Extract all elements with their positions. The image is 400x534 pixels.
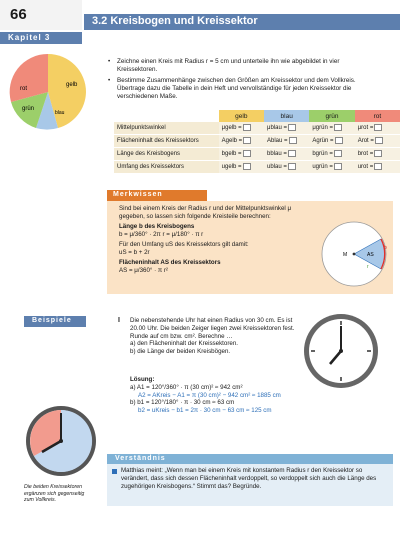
table-row — [114, 122, 400, 135]
beispiele-heading-bar — [24, 316, 86, 327]
page-number-box — [0, 0, 82, 30]
arc-label: b — [384, 245, 387, 251]
center-label: M — [343, 252, 348, 258]
merkwissen-heading-bar — [107, 190, 207, 201]
wall-clock-icon — [302, 312, 380, 390]
pie-label-gelb: gelb — [66, 82, 78, 88]
cell-value: Agelb = — [221, 138, 243, 145]
table-header-gruen: grün — [309, 110, 354, 122]
solution-line: b2 = uKreis − b1 = 2π · 30 cm − 63 cm ≈ 125 cm — [138, 407, 272, 415]
merkwissen-box — [107, 201, 393, 294]
page-number: 66 — [10, 6, 27, 23]
row-label: Länge des Kreisbogens — [114, 148, 219, 161]
row-label: Mittelpunktswinkel — [114, 122, 219, 135]
cell-value: ublau = — [267, 164, 287, 171]
pie-label-blau: blau — [55, 110, 65, 116]
table-header-rot: rot — [355, 110, 400, 122]
figure-caption: Die beiden Kreissektoren ergänzen sich gegenseitig zum Vollkreis. — [24, 484, 85, 503]
verstaendnis-box — [107, 464, 393, 506]
page-header — [0, 0, 400, 30]
section-title-bar — [84, 14, 400, 30]
merkwissen-intro: Sind bei einem Kreis der Radius r und der Mittelpunktswinkel μ gegeben, so lassen sich folgende Kreisteile berechnen: — [119, 205, 292, 220]
blank-box-icon — [289, 137, 297, 144]
radius-label: r — [367, 264, 369, 270]
chapter-label: Kapitel 3 — [8, 33, 51, 42]
blank-box-icon — [288, 150, 296, 157]
solution-line: A2 = AKreis − A1 = π (30 cm)² − 942 cm² ≈ 1885 cm — [138, 391, 281, 399]
example-text-block — [130, 317, 300, 356]
cell-value: μgrün = — [312, 125, 333, 132]
table-row — [114, 148, 400, 161]
solution-line: b) b1 = 120°/180° · π · 30 cm ≈ 63 cm — [130, 399, 235, 407]
cell-value: brot = — [357, 151, 374, 158]
sector-pie-svg — [8, 48, 88, 133]
flaeche-title: Flächeninhalt AS des Kreissektors — [119, 259, 221, 266]
cell-value: ugelb = — [221, 164, 242, 171]
example-number: I — [118, 317, 120, 324]
sector-table — [114, 110, 400, 174]
blank-box-icon — [288, 124, 296, 131]
umfang-title: Für den Umfang uS des Kreissektors gilt damit: — [119, 241, 249, 248]
square-bullet-icon — [112, 469, 117, 474]
blank-box-icon — [334, 124, 342, 131]
solution-line: a) A1 = 120°/360° · π (30 cm)² ≈ 942 cm² — [130, 383, 243, 391]
blank-box-icon — [374, 163, 382, 170]
verstaendnis-heading-bar — [107, 454, 393, 464]
cell-value: bgelb = — [221, 151, 242, 158]
blank-box-icon — [334, 163, 342, 170]
chapter-label-bar — [0, 32, 82, 44]
beispiele-heading: Beispiele — [32, 317, 72, 324]
task-item: • Zeichne einen Kreis mit Radius r = 5 cm und unterteile ihn wie abgebildet in vier Kreissektoren. — [108, 58, 368, 74]
cell-value: Ablau = — [267, 138, 288, 145]
cell-value: Arot = — [357, 138, 374, 145]
cell-value: ugrün = — [312, 164, 333, 171]
sector-clock-icon — [24, 404, 98, 478]
flaeche-formula: AS = μ/360° · π r² — [119, 267, 168, 274]
example-item: a) den Flächeninhalt der Kreissektoren. — [130, 340, 238, 348]
table-header-gelb: gelb — [219, 110, 264, 122]
cell-value: μgelb = — [221, 125, 242, 132]
blank-box-icon — [243, 124, 251, 131]
center-point — [353, 253, 356, 256]
blank-box-icon — [243, 137, 251, 144]
cell-value: Agrün = — [312, 138, 334, 145]
verstaendnis-text: Matthias meint: „Wenn man bei einem Kreis mit konstantem Radius r den Kreissektor so verändert, dass sich dessen Flächeninhalt verdoppelt, so verdoppelt sich auch die Länge des zugehörigen Kreisbogens.“ Stimmt das? Begründe. — [121, 467, 377, 490]
task-item: • Bestimme Zusammenhänge zwischen den Größen am Kreissektor und dem Vollkreis. Übertrage dazu die Tabelle in dein Heft und vervollständige für jeden Kreissektor die verschiedenen Maße. — [108, 77, 368, 101]
sector-diagram — [319, 219, 389, 289]
table-row — [114, 161, 400, 174]
example-text: Die nebenstehende Uhr hat einen Radius von 30 cm. Es ist 20.00 Uhr. Die beiden Zeiger liegen zwei Kreissektoren fest. Runde auf cm bzw. cm². Berechne … — [130, 317, 295, 340]
blank-box-icon — [243, 150, 251, 157]
cell-value: μblau = — [267, 125, 287, 132]
cell-value: μrot = — [357, 125, 374, 132]
blank-box-icon — [374, 124, 382, 131]
pie-label-rot: rot — [20, 86, 28, 92]
blank-box-icon — [375, 137, 383, 144]
blank-box-icon — [335, 137, 343, 144]
blank-box-icon — [334, 150, 342, 157]
verstaendnis-heading: Verständnis — [115, 455, 166, 462]
cell-value: bgrün = — [312, 151, 333, 158]
table-row — [114, 135, 400, 148]
solution-title: Lösung: — [130, 376, 155, 383]
merkwissen-text — [119, 205, 315, 275]
area-label: AS — [367, 252, 374, 258]
bogen-title: Länge b des Kreisbogens — [119, 223, 195, 230]
cell-value: bblau = — [267, 151, 287, 158]
example-item: b) die Länge der beiden Kreisbögen. — [130, 348, 231, 356]
task-list — [108, 58, 368, 104]
row-label: Umfang des Kreissektors — [114, 161, 219, 174]
blank-box-icon — [288, 163, 296, 170]
sector-pie-figure — [8, 48, 88, 133]
bogen-formula: b = μ/360° · 2π r = μ/180° · π r — [119, 231, 204, 238]
table-header-blau: blau — [264, 110, 309, 122]
pie-label-gruen: grün — [22, 106, 35, 112]
section-title: 3.2 Kreisbogen und Kreissektor — [92, 15, 258, 27]
solution-block — [130, 376, 310, 415]
umfang-formula: uS = b + 2r — [119, 249, 150, 256]
row-label: Flächeninhalt des Kreissektors — [114, 135, 219, 148]
blank-box-icon — [243, 163, 251, 170]
blank-box-icon — [374, 150, 382, 157]
merkwissen-heading: Merkwissen — [113, 191, 163, 198]
cell-value: urot = — [357, 164, 374, 171]
